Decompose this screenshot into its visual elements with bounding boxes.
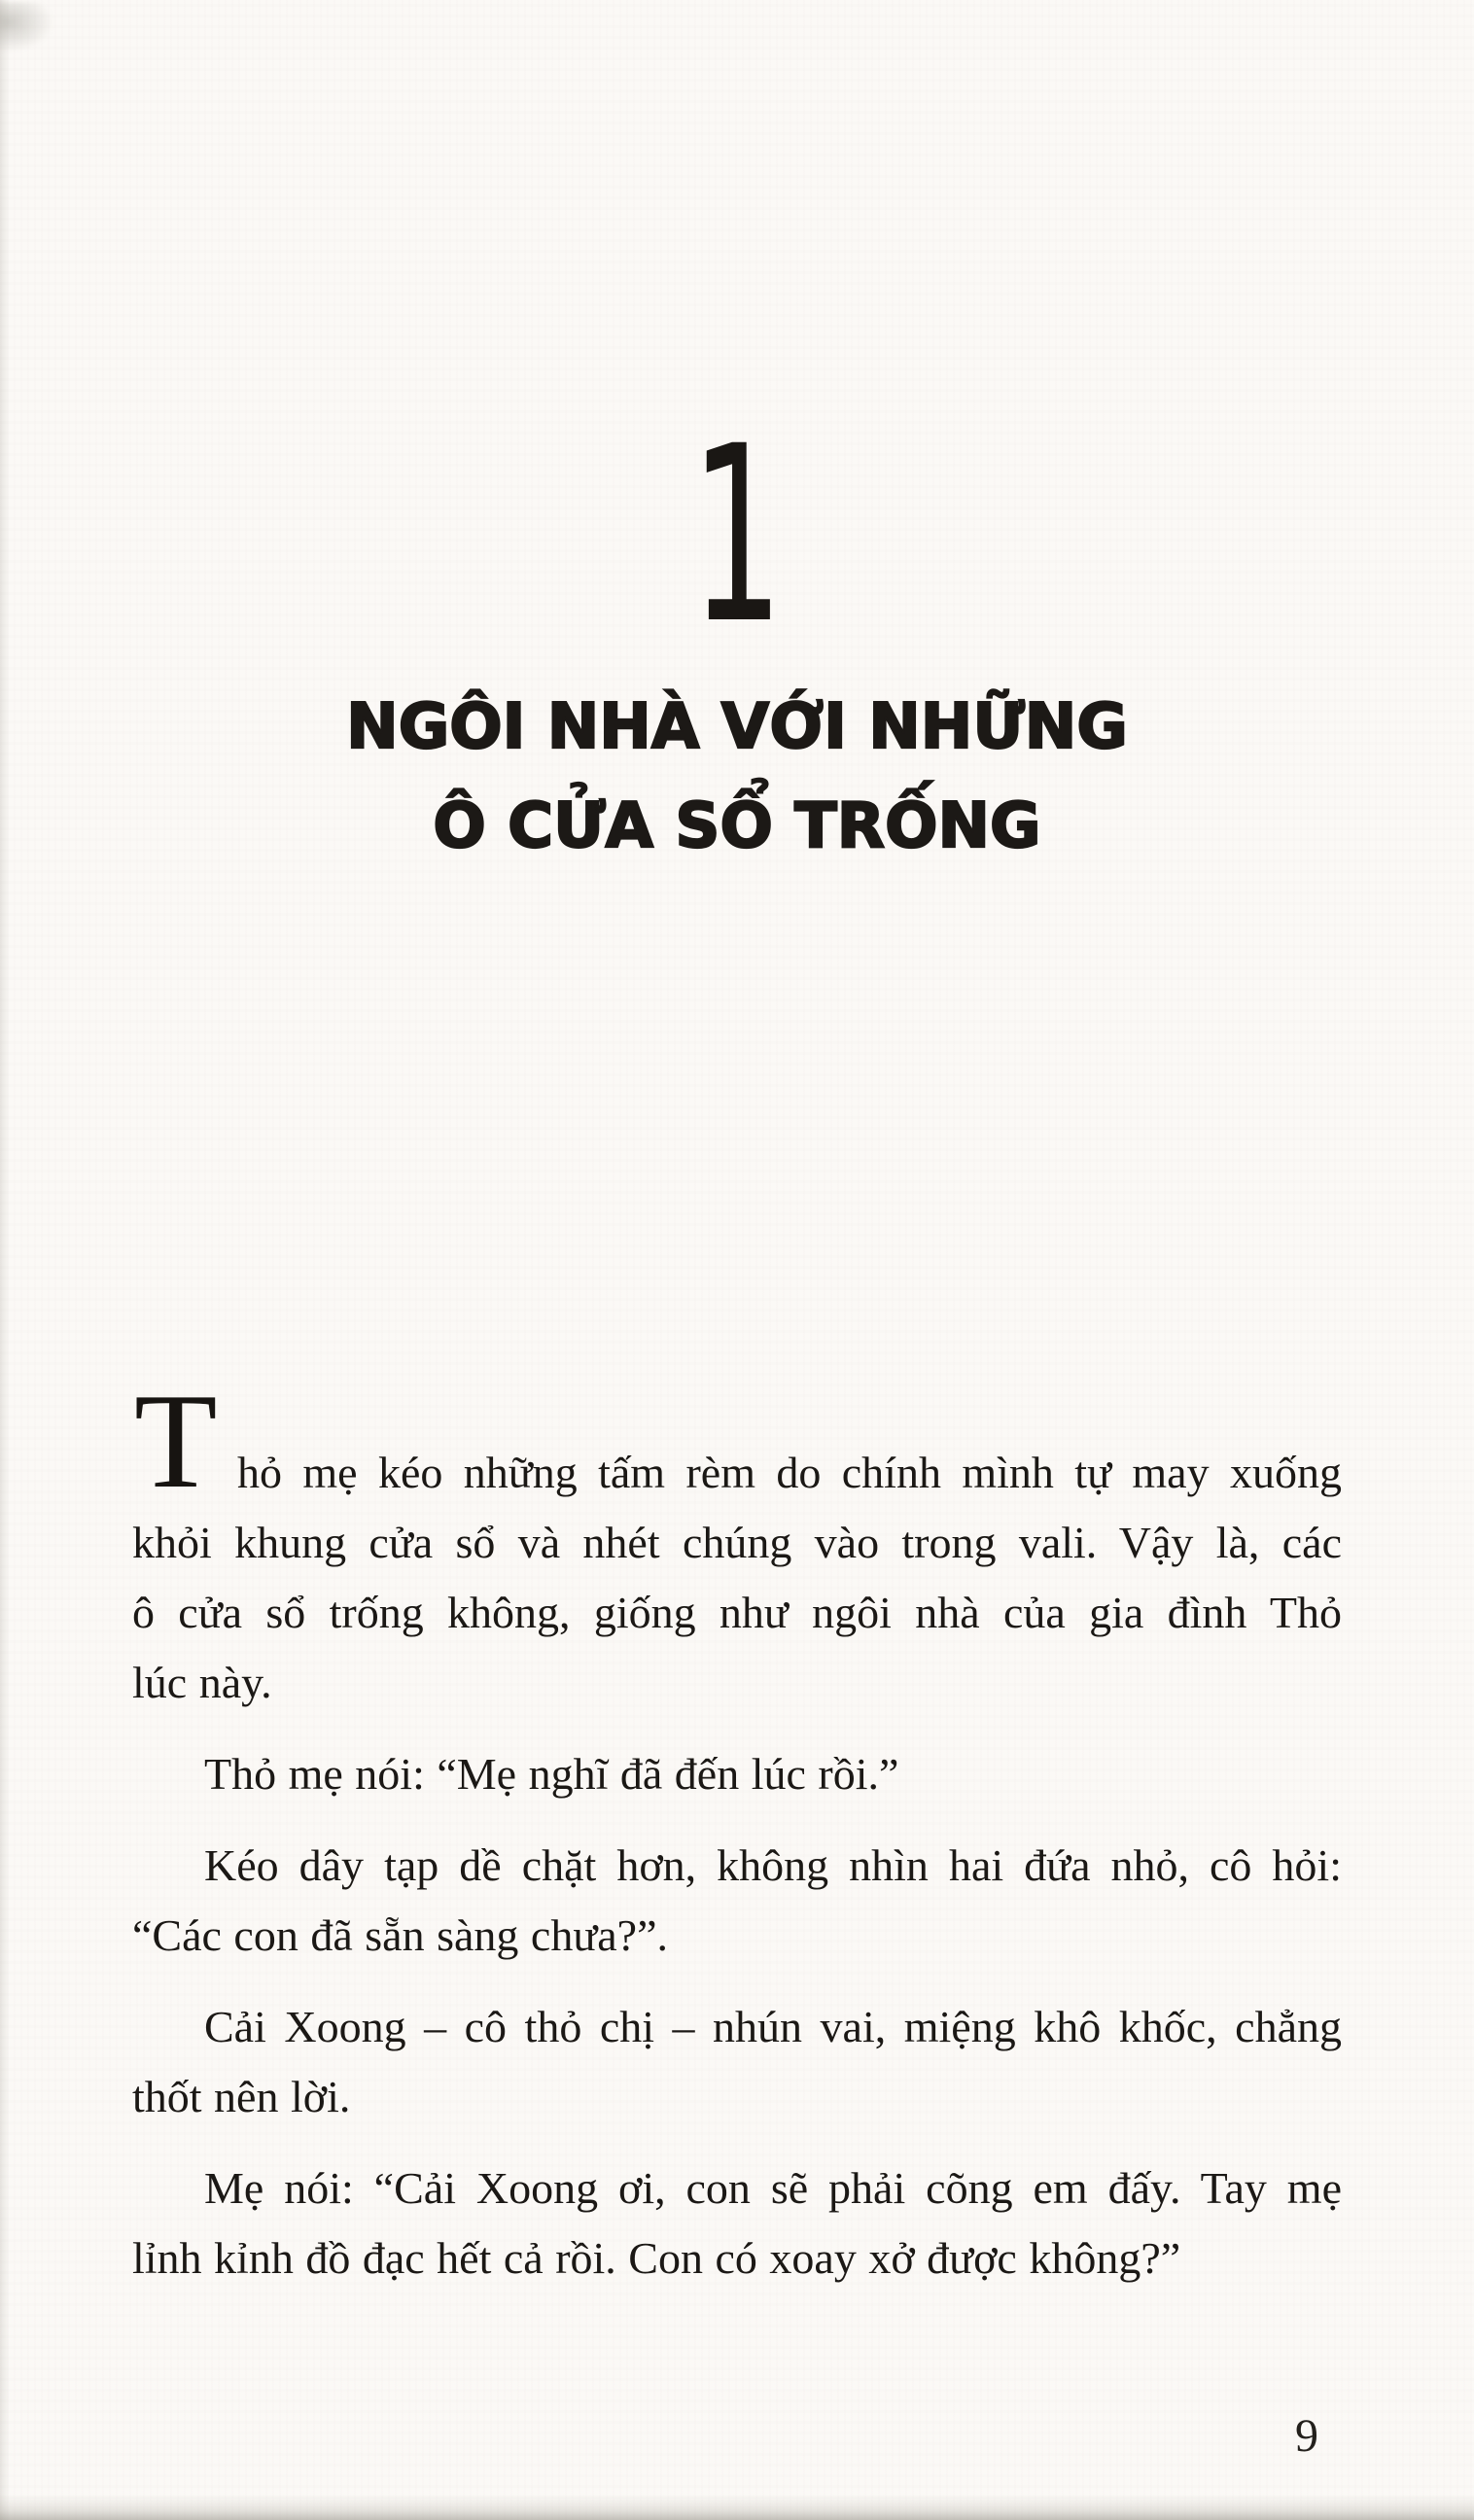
page-number: 9 xyxy=(1295,2410,1318,2462)
text-line: thốt nên lời. xyxy=(132,2072,351,2121)
paragraph-4 xyxy=(132,1992,1342,2132)
chapter-number: 1 xyxy=(690,394,784,677)
paragraph-3 xyxy=(132,1831,1342,1971)
text-line: ô cửa sổ trống không, giống như ngôi nhà của gia đình Thỏ xyxy=(132,1588,1342,1637)
paragraph-5 xyxy=(132,2153,1342,2293)
chapter-title-line-2: Ô CỬA SỔ TRỐNG xyxy=(433,790,1041,862)
scan-left-edge-shading xyxy=(0,0,10,2520)
text-line: Thỏ mẹ nói: “Mẹ nghĩ đã đến lúc rồi.” xyxy=(204,1749,899,1799)
text-line: hỏ mẹ kéo những tấm rèm do chính mình tự may xuống xyxy=(237,1448,1342,1497)
paragraph-1 xyxy=(132,1438,1342,1718)
body-text xyxy=(132,1438,1342,2293)
drop-cap-initial: T xyxy=(134,1366,218,1517)
text-line: Kéo dây tạp dề chặt hơn, không nhìn hai đứa nhỏ, cô hỏi: xyxy=(204,1840,1342,1890)
text-line: “Các con đã sẵn sàng chưa?”. xyxy=(132,1910,669,1960)
text-line: lỉnh kỉnh đồ đạc hết cả rồi. Con có xoay xở được không?” xyxy=(132,2233,1181,2283)
scan-bottom-shadow xyxy=(0,2495,1474,2520)
text-line: Cải Xoong – cô thỏ chị – nhún vai, miệng khô khốc, chẳng xyxy=(204,2002,1342,2051)
text-line: khỏi khung cửa sổ và nhét chúng vào trong vali. Vậy là, các xyxy=(132,1518,1342,1567)
chapter-title-line-1: NGÔI NHÀ VỚI NHỮNG xyxy=(346,691,1128,763)
paragraph-2 xyxy=(132,1739,1342,1809)
chapter-title xyxy=(0,678,1474,876)
text-line: lúc này. xyxy=(132,1658,272,1707)
text-line: Mẹ nói: “Cải Xoong ơi, con sẽ phải cõng em đấy. Tay mẹ xyxy=(204,2163,1342,2213)
